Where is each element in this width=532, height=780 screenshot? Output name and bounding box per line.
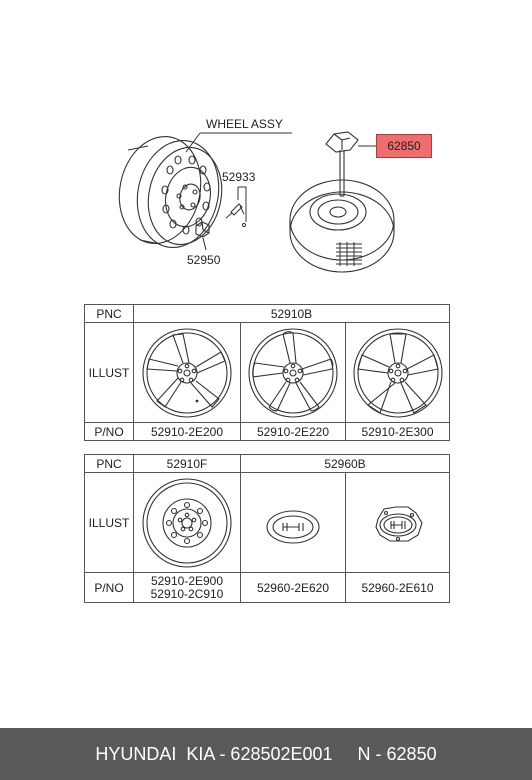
row-label-pno: P/NO [85, 423, 134, 441]
steel-wheel-icon [139, 475, 235, 571]
alloy-wheel-split-spoke-icon [350, 325, 446, 421]
part-number[interactable]: 52910-2E200 [134, 423, 241, 441]
row-label-pno: P/NO [85, 573, 134, 603]
part-number[interactable]: 52910-2E300 [346, 423, 450, 441]
callout-62850-highlighted[interactable]: 62850 [376, 134, 432, 158]
part-number[interactable]: 52960-2E610 [346, 573, 450, 603]
illust-cap-52960-2e610[interactable] [346, 473, 450, 573]
wheel-assembly-drawing [0, 0, 532, 300]
wheel-assy-label: WHEEL ASSY [206, 117, 283, 131]
illust-wheel-52910-2e220[interactable] [241, 323, 346, 423]
row-label-pnc: PNC [85, 305, 134, 323]
row-label-pnc: PNC [85, 455, 134, 473]
part-number-cell [134, 573, 241, 603]
alloy-wheel-double-spoke-icon [245, 325, 341, 421]
part-number[interactable]: 52910-2C910 [150, 586, 224, 601]
illust-cap-52960-2e620[interactable] [241, 473, 346, 573]
part-number[interactable]: 52910-2E900 [150, 573, 224, 588]
callout-52950[interactable]: 52950 [187, 253, 221, 267]
callout-52933[interactable]: 52933 [222, 170, 256, 184]
row-label-illust: ILLUST [85, 323, 134, 423]
illust-wheel-52910-2e900[interactable] [134, 473, 241, 573]
part-number[interactable]: 52910-2E220 [241, 423, 346, 441]
illust-wheel-52910-2e300[interactable] [346, 323, 450, 423]
part-number[interactable]: 52960-2E620 [241, 573, 346, 603]
pnc-value: 52960B [241, 455, 450, 473]
parts-table-52910b [84, 304, 450, 441]
hyundai-hub-cap-icon [350, 475, 446, 571]
pnc-value: 52910B [134, 305, 450, 323]
parts-table-52910f-52960b [84, 454, 450, 603]
alloy-wheel-5-spoke-icon [139, 325, 235, 421]
row-label-illust: ILLUST [85, 473, 134, 573]
hyundai-center-cap-icon [245, 475, 341, 571]
footer-bar: HYUNDAI KIA - 628502E001 N - 62850 [0, 728, 532, 780]
illust-wheel-52910-2e200[interactable] [134, 323, 241, 423]
pnc-value: 52910F [134, 455, 241, 473]
